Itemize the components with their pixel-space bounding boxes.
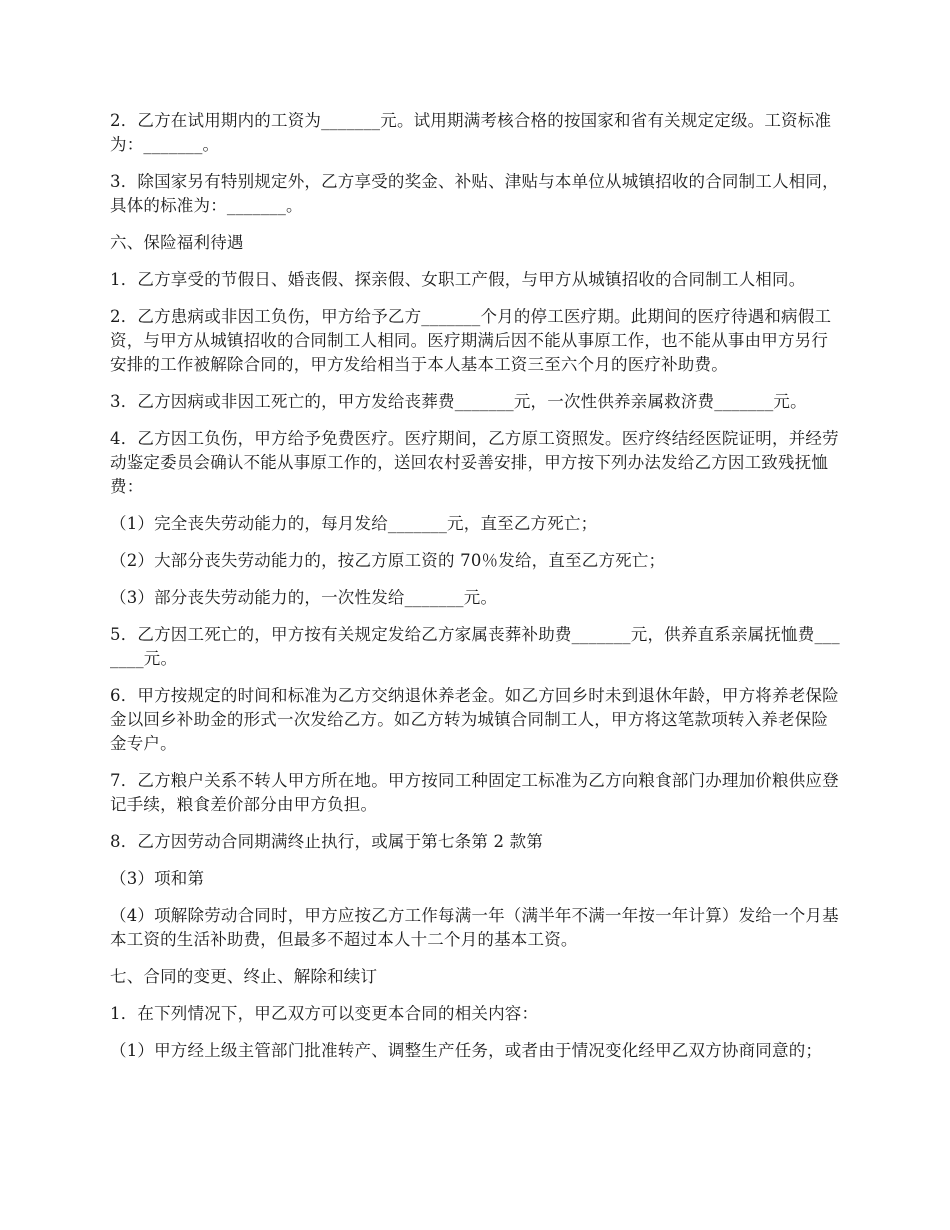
clause-6-pension: 6．甲方按规定的时间和标准为乙方交纳退休养老金。如乙方回乡时未到退休年龄，甲方将养老保险金以回乡补助金的形式一次发给乙方。如乙方转为城镇合同制工人，甲方将这笔款项转入养老保险金专户。 bbox=[110, 686, 839, 753]
clause-4-work-injury: 4．乙方因工负伤，甲方给予免费医疗。医疗期间，乙方原工资照发。医疗终结经医院证明，并经劳动鉴定委员会确认不能从事原工作的，送回农村妥善安排，甲方按下列办法发给乙方因工致残抚恤费： bbox=[110, 429, 839, 496]
clause-3-bonus-allowance: 3．除国家另有特别规定外，乙方享受的奖金、补贴、津贴与本单位从城镇招收的合同制工人相同，具体的标准为：_______。 bbox=[110, 172, 839, 215]
sub-item-1-total-incapacity: （1）完全丧失劳动能力的，每月发给_______元，直至乙方死亡； bbox=[110, 514, 598, 533]
sub-item-3-partial-incapacity: （3）部分丧失劳动能力的，一次性发给_______元。 bbox=[110, 588, 498, 607]
clause-1-holidays-leave: 1．乙方享受的节假日、婚丧假、探亲假、女职工产假，与甲方从城镇招收的合同制工人相同。 bbox=[110, 270, 806, 289]
section-heading-contract-changes: 七、合同的变更、终止、解除和续订 bbox=[110, 967, 378, 986]
clause-2-sick-leave-medical: 2．乙方患病或非因工负伤，甲方给予乙方_______个月的停工医疗期。此期间的医疗待遇和病假工资，与甲方从城镇招收的合同制工人相同。医疗期满后因不能从事原工作，也不能从事由甲方另行安排的工作被解除合同的，甲方发给相当于本人基本工资三至六个月的医疗补助费。 bbox=[110, 307, 832, 374]
clause-2-probation-wage: 2．乙方在试用期内的工资为_______元。试用期满考核合格的按国家和省有关规定定级。工资标准为：_______。 bbox=[110, 111, 832, 154]
section-heading-insurance-welfare: 六、保险福利待遇 bbox=[110, 233, 244, 252]
clause-8-item-4-living-subsidy: （4）项解除劳动合同时，甲方应按乙方工作每满一年（满半年不满一年按一年计算）发给一个月基本工资的生活补助费，但最多不超过本人十二个月的基本工资。 bbox=[110, 906, 839, 949]
clause-5-work-death: 5．乙方因工死亡的，甲方按有关规定发给乙方家属丧葬补助费_______元，供养直系亲属抚恤费_______元。 bbox=[110, 625, 840, 668]
sub-item-1-production-change: （1）甲方经上级主管部门批准转产、调整生产任务，或者由于情况变化经甲乙双方协商同意的； bbox=[110, 1041, 823, 1060]
clause-8-item-3: （3）项和第 bbox=[110, 869, 205, 888]
sub-item-2-major-incapacity: （2）大部分丧失劳动能力的，按乙方原工资的 70％发给，直至乙方死亡； bbox=[110, 551, 666, 570]
clause-1-contract-change-conditions: 1．在下列情况下，甲乙双方可以变更本合同的相关内容： bbox=[110, 1004, 539, 1023]
clause-8-contract-termination: 8．乙方因劳动合同期满终止执行，或属于第七条第 2 款第 bbox=[110, 832, 544, 851]
clause-7-grain-registration: 7．乙方粮户关系不转人甲方所在地。甲方按同工种固定工标准为乙方向粮食部门办理加价粮供应登记手续，粮食差价部分由甲方负担。 bbox=[110, 771, 839, 814]
document-page bbox=[110, 109, 842, 1076]
clause-3-death-funeral: 3．乙方因病或非因工死亡的，甲方发给丧葬费_______元，一次性供养亲属救济费_______元。 bbox=[110, 392, 807, 411]
